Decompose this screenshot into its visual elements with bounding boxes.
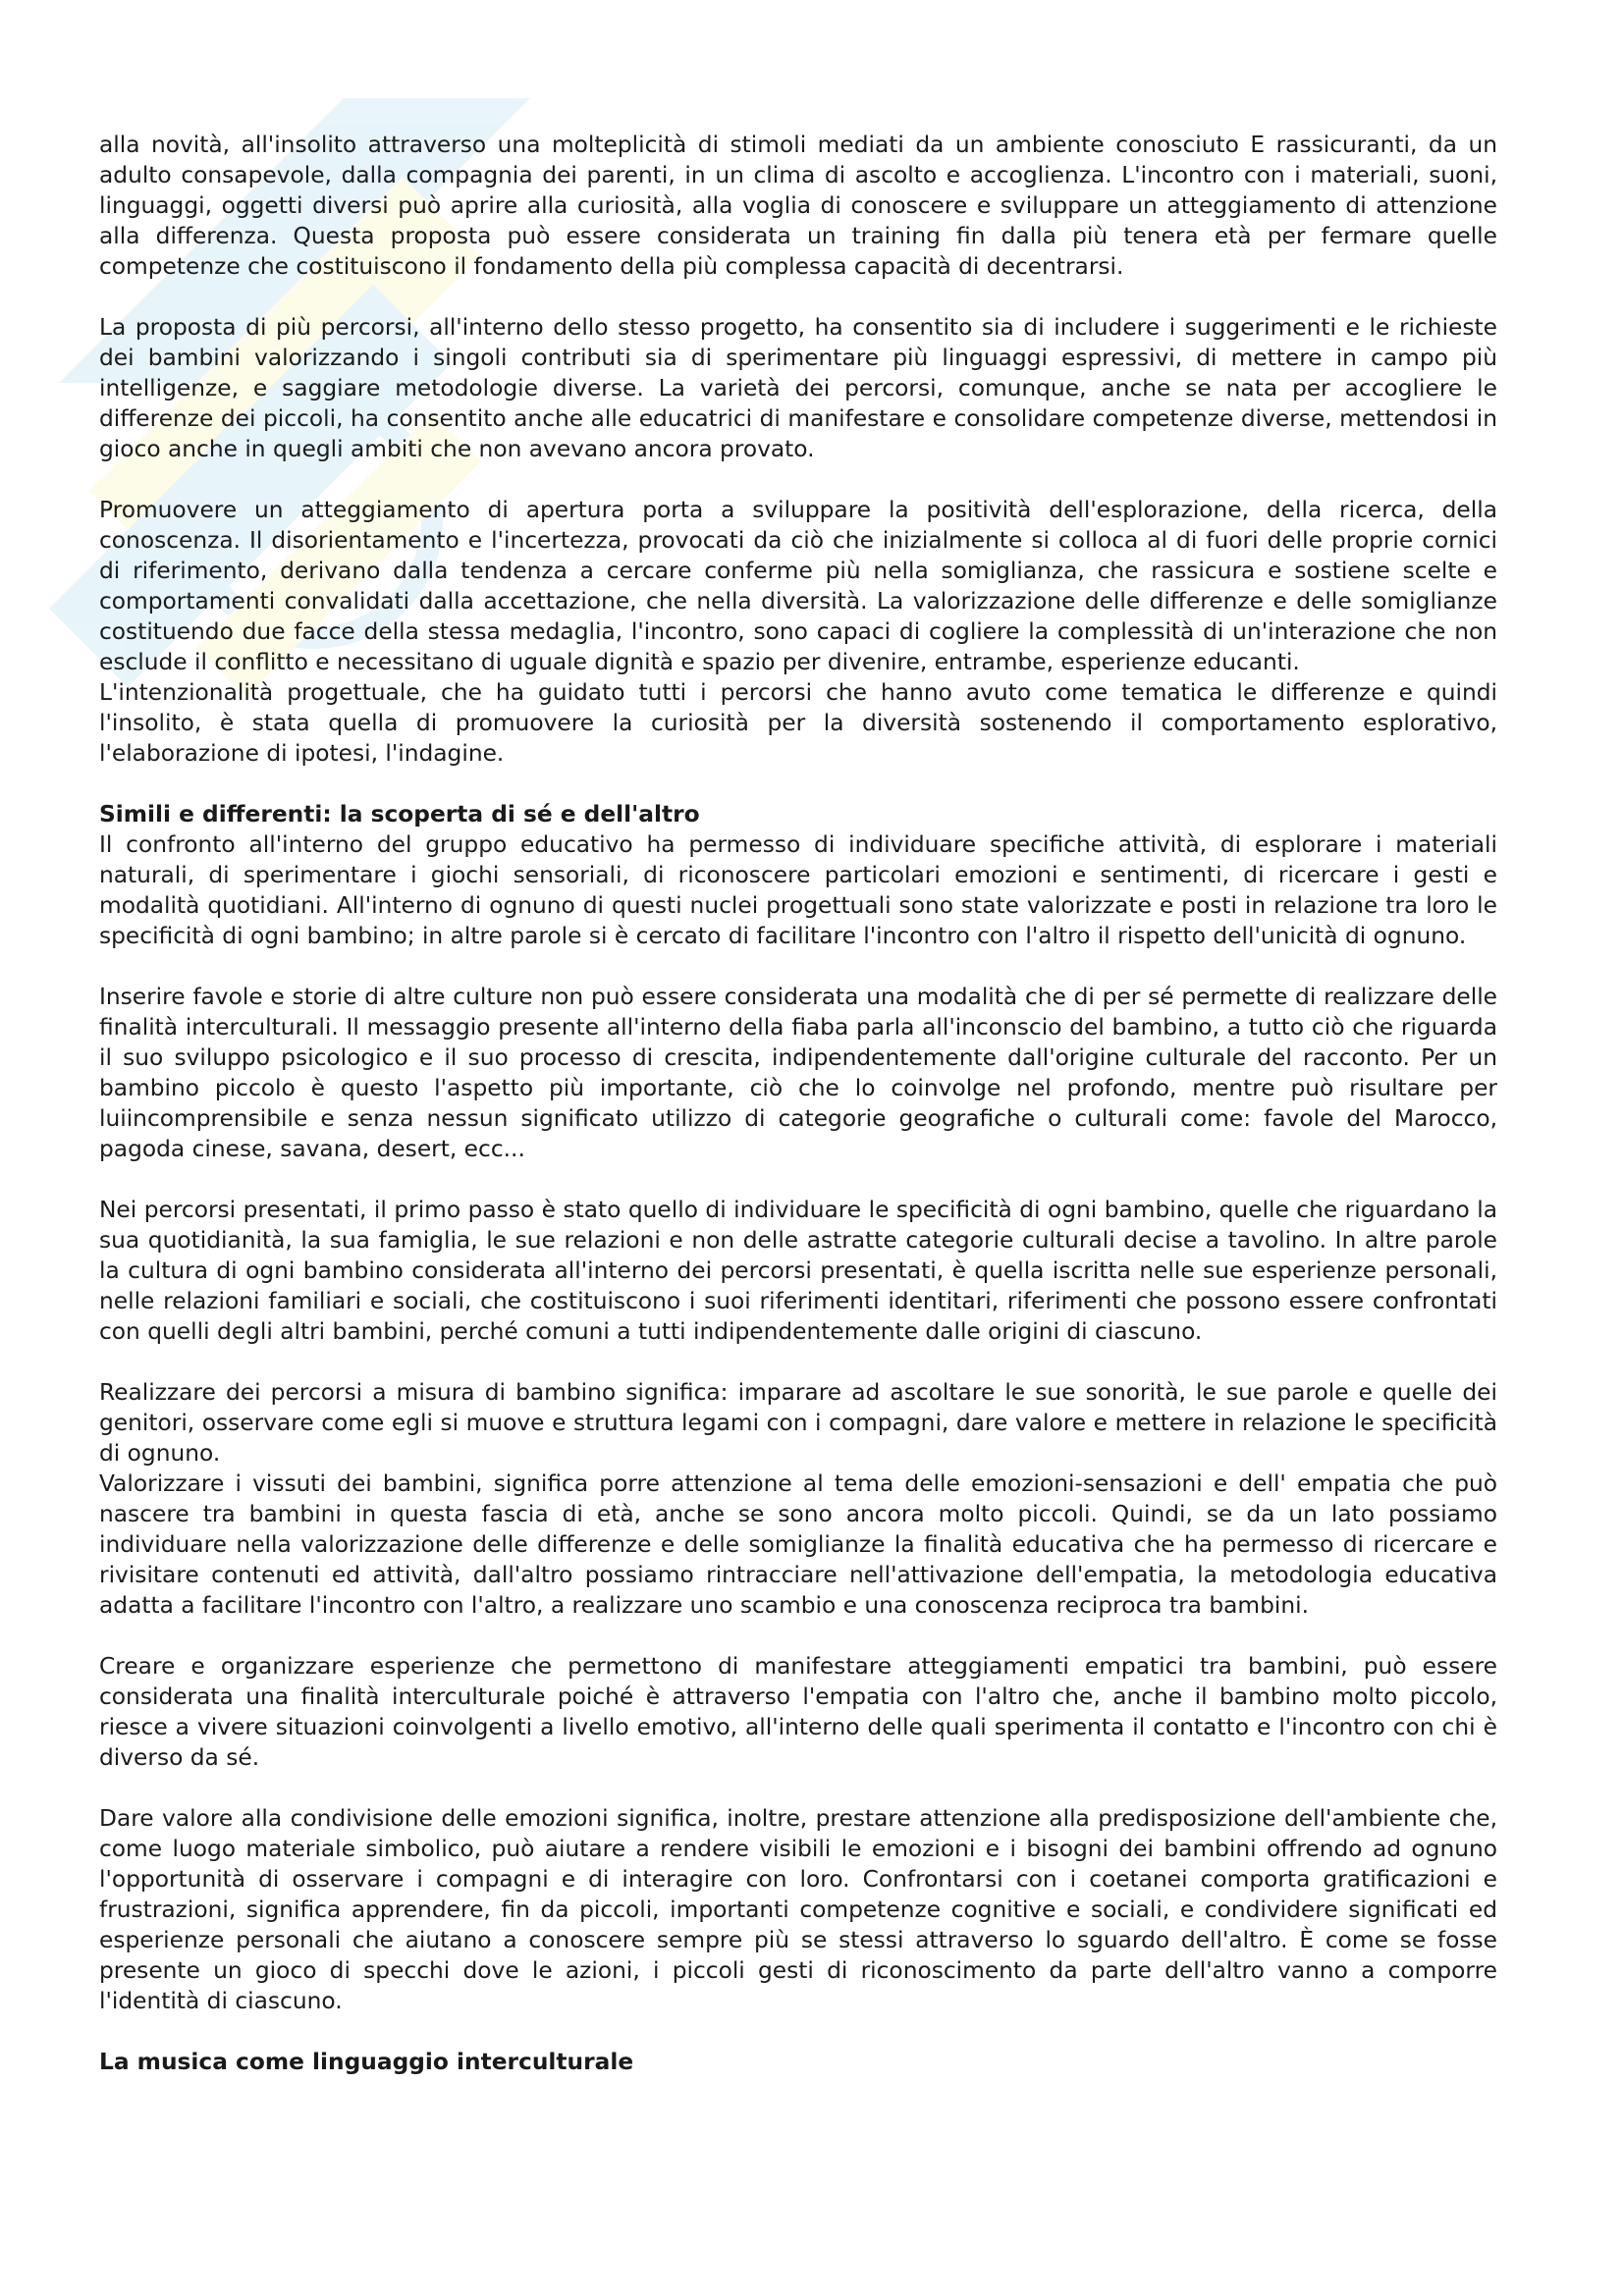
section-paragraph: Valorizzare i vissuti dei bambini, significa porre attenzione al tema delle emozioni-sensazioni e dell' empatia che può nascere tra bambini in questa fascia di età, anche se sono ancora molto piccoli. Quindi, se da un lato possiamo individuare nella valorizzazione delle differenze e delle somiglianze la finalità educativa che ha permesso di ricercare e rivisitare contenuti ed attività, dall'altro possiamo rintracciare nell'attivazione dell'empatia, la metodologia educativa adatta a facilitare l'incontro con l'altro, a realizzare uno scambio e una conoscenza reciproca tra bambini. [99,1470,1497,1619]
section-paragraph: Dare valore alla condivisione delle emozioni significa, inoltre, prestare attenzione alla predisposizione dell'ambiente che, come luogo materiale simbolico, può aiutare a rendere visibili le emozioni e i bisogni dei bambini offrendo ad ognuno l'opportunità di osservare i compagni e di interagire con loro. Confrontarsi con i coetanei comporta gratificazioni e frustrazioni, significa apprendere, fin da piccoli, importanti competenze cognitive e sociali, e condividere significati ed esperienze personali che aiutano a conoscere sempre più se stessi attraverso lo sguardo dell'altro. È come se fosse presente un gioco di specchi dove le azioni, i piccoli gesti di riconoscimento da parte dell'altro vanno a comporre l'identità di ciascuno. [99,1805,1497,2014]
intro-paragraph: Promuovere un atteggiamento di apertura porta a sviluppare la positività dell'esplorazione, della ricerca, della conoscenza. Il disorientamento e l'incertezza, provocati da ciò che inizialmente si colloca al di fuori delle proprie cornici di riferimento, derivano dalla tendenza a cercare conferme più nella somiglianza, che rassicura e sostiene scelte e comportamenti convalidati dalla accettazione, che nella diversità. La valorizzazione delle differenze e delle somiglianze costituendo due facce della stessa medaglia, l'incontro, sono capaci di cogliere la complessità di un'interazione che non esclude il conflitto e necessitano di uguale dignità e spazio per divenire, entrambe, esperienze educanti. [99,497,1497,675]
intro-paragraph: alla novità, all'insolito attraverso una molteplicità di stimoli mediati da un ambiente conosciuto E rassicuranti, da un adulto consapevole, dalla compagnia dei parenti, in un clima di ascolto e accoglienza. L'incontro con i materiali, suoni, linguaggi, oggetti diversi può aprire alla curiosità, alla voglia di conoscere e sviluppare un atteggiamento di attenzione alla differenza. Questa proposta può essere considerata un training fin dalla più tenera età per fermare quelle competenze che costituiscono il fondamento della più complessa capacità di decentrarsi. [99,132,1497,280]
section-heading-musica: La musica come linguaggio interculturale [99,2049,634,2075]
section-paragraph: Realizzare dei percorsi a misura di bambino significa: imparare ad ascoltare le sue sonorità, le sue parole e quelle dei genitori, osservare come egli si muove e struttura legami con i compagni, dare valore e mettere in relazione le specificità di ognuno. [99,1379,1497,1467]
section-heading-simili-differenti: Simili e differenti: la scoperta di sé e dell'altro [99,801,700,828]
section-paragraph: Nei percorsi presentati, il primo passo è stato quello di individuare le specificità di ogni bambino, quelle che riguardano la sua quotidianità, la sua famiglia, le sue relazioni e non delle astratte categorie culturali decise a tavolino. In altre parole la cultura di ogni bambino considerata all'interno dei percorsi presentati, è quella iscritta nelle sue esperienze personali, nelle relazioni familiari e sociali, che costituiscono i suoi riferimenti identitari, riferimenti che possono essere confrontati con quelli degli altri bambini, perché comuni a tutti indipendentemente dalle origini di ciascuno. [99,1197,1497,1345]
section-paragraph: Inserire favole e storie di altre culture non può essere considerata una modalità che di per sé permette di realizzare delle finalità interculturali. Il messaggio presente all'interno della fiaba parla all'inconscio del bambino, a tutto ciò che riguarda il suo sviluppo psicologico e il suo processo di crescita, indipendentemente dall'origine culturale del racconto. Per un bambino piccolo è questo l'aspetto più importante, ciò che lo coinvolge nel profondo, mentre può risultare per luiincomprensibile e senza nessun significato utilizzo di categorie geografiche o culturali come: favole del Marocco, pagoda cinese, savana, desert, ecc... [99,984,1497,1162]
intro-paragraph: La proposta di più percorsi, all'interno dello stesso progetto, ha consentito sia di includere i suggerimenti e le richieste dei bambini valorizzando i singoli contributi sia di sperimentare più linguaggi espressivi, di mettere in campo più intelligenze, e saggiare metodologie diverse. La varietà dei percorsi, comunque, anche se nata per accogliere le differenze dei piccoli, ha consentito anche alle educatrici di manifestare e consolidare competenze diverse, mettendosi in gioco anche in quegli ambiti che non avevano ancora provato. [99,314,1497,462]
section-paragraph: Il confronto all'interno del gruppo educativo ha permesso di individuare specifiche attività, di esplorare i materiali naturali, di sperimentare i giochi sensoriali, di riconoscere particolari emozioni e sentimenti, di ricercare i gesti e modalità quotidiani. All'interno di ognuno di questi nuclei progettuali sono state valorizzate e posti in relazione tra loro le specificità di ogni bambino; in altre parole si è cercato di facilitare l'incontro con l'altro il rispetto dell'unicità di ognuno. [99,831,1497,949]
intro-paragraph: L'intenzionalità progettuale, che ha guidato tutti i percorsi che hanno avuto come tematica le differenze e quindi l'insolito, è stata quella di promuovere la curiosità per la diversità sostenendo il comportamento esplorativo, l'elaborazione di ipotesi, l'indagine. [99,679,1497,767]
section-paragraph: Creare e organizzare esperienze che permettono di manifestare atteggiamenti empatici tra bambini, può essere considerata una finalità interculturale poiché è attraverso l'empatia con l'altro che, anche il bambino molto piccolo, riesce a vivere situazioni coinvolgenti a livello emotivo, all'interno delle quali sperimenta il contatto e l'incontro con chi è diverso da sé. [99,1653,1497,1771]
